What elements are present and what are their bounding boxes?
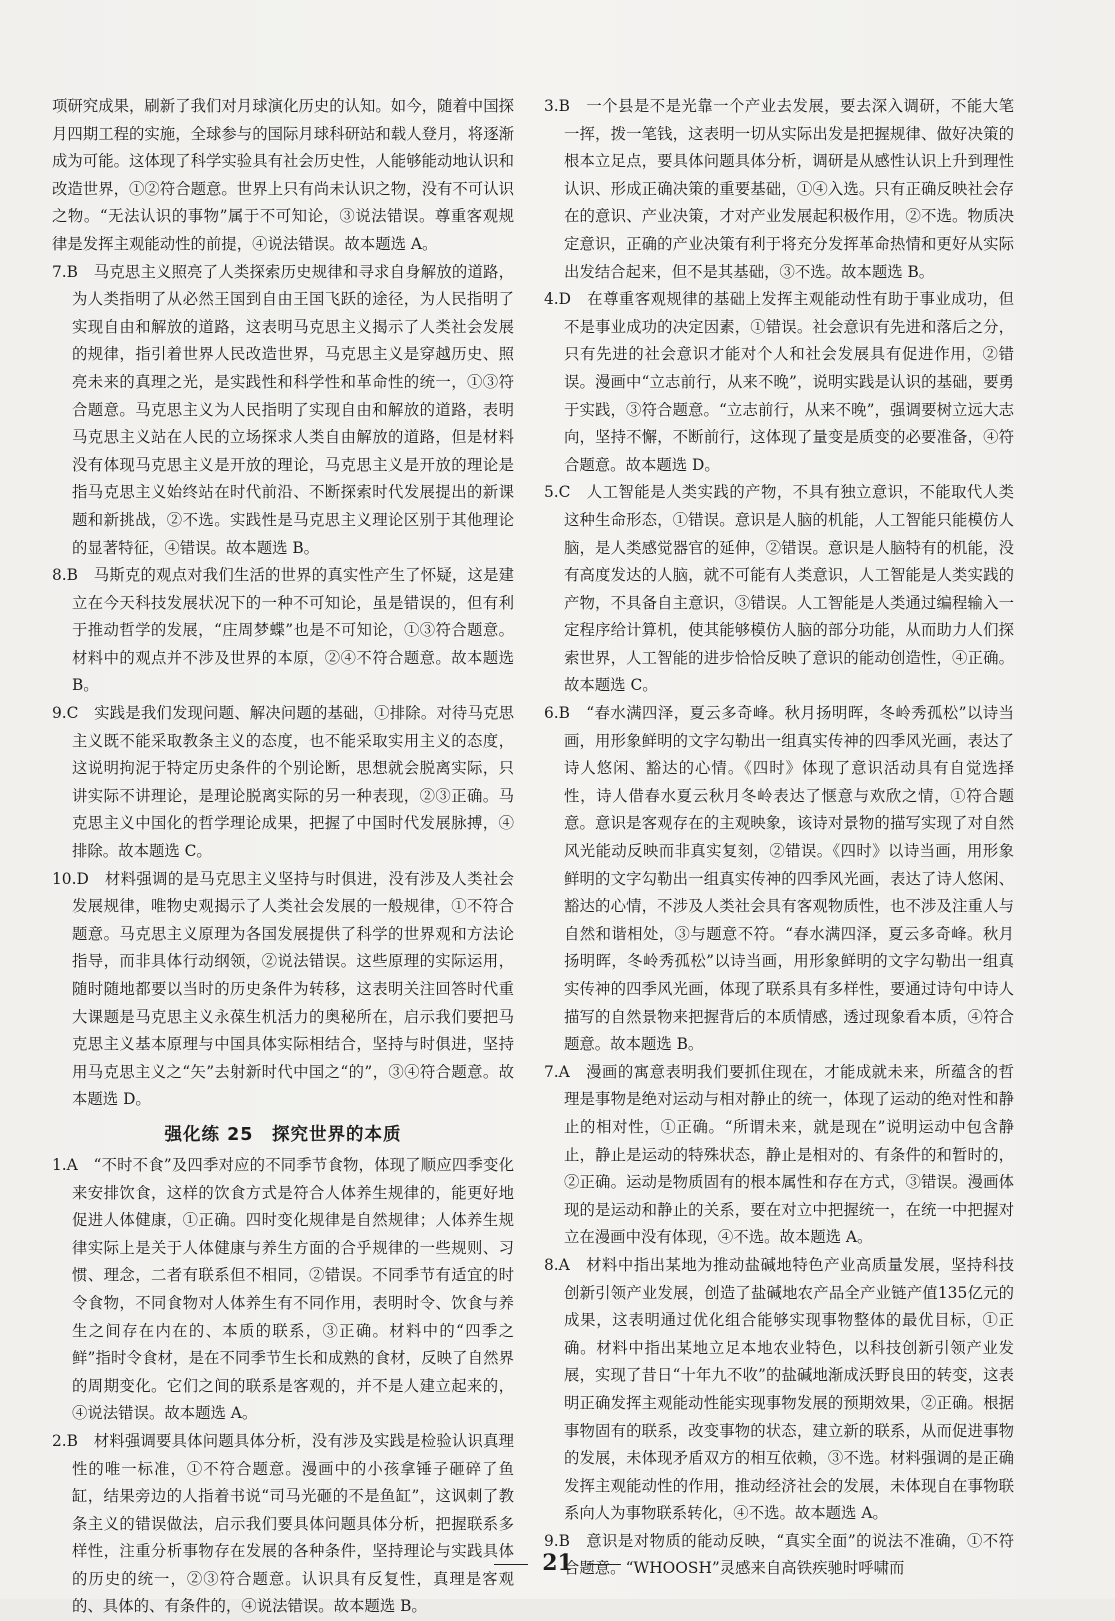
answer-paragraph: 7.B 马克思主义照亮了人类探索历史规律和寻求自身解放的道路，为人类指明了从必然王国到自由王国飞跃的途径，为人民指明了实现自由和解放的道路，这表明马克思主义揭示了人类社会发展的规律，指引着世界人民改造世界，马克思主义是穿越历史、照亮未来的真理之光，是实践性和科学性和革命性的统一，①③符合题意。马克思主义为人民指明了实现自由和解放的道路，表明马克思主义站在人民的立场探求人类自由解放的道路，但是材料没有体现马克思主义是开放的理论，马克思主义是开放的理论是指马克思主义始终站在时代前沿、不断探索时代发展提出的新课题和新挑战，②不选。实践性是马克思主义理论区别于其他理论的显著特征，④错误。故本题选 B。 [52, 262, 514, 557]
answer-paragraph: 7.A 漫画的寓意表明我们要抓住现在，才能成就未来，所蕴含的哲理是事物是绝对运动与相对静止的统一，体现了运动的绝对性和静止的相对性，①正确。“所谓未来，就是现在”说明运动中包含静止，静止是运动的特殊状态，静止是相对的、有条件的和暂时的，②正确。运动是物质固有的根本属性和存在方式，③错误。漫画体现的是运动和静止的关系，要在对立中把握统一，在统一中把握对立在漫画中没有体现，④不选。故本题选 A。 [544, 1062, 1014, 1247]
answer-paragraph: 5.C 人工智能是人类实践的产物，不具有独立意识，不能取代人类这种生命形态，①错误。意识是人脑的机能，人工智能只能模仿人脑，是人类感觉器官的延伸，②错误。意识是人脑特有的机能，没有高度发达的人脑，就不可能有人类意识，人工智能是人类实践的产物，不具备自主意识，③错误。人工智能是人类通过编程输入一定程序给计算机，使其能够模仿人脑的部分功能，从而助力人们探索世界，人工智能的进步恰恰反映了意识的能动创造性，④正确。故本题选 C。 [544, 483, 1014, 695]
left-column [52, 93, 514, 1621]
answer-paragraph: 6.B “春水满四泽，夏云多奇峰。秋月扬明晖，冬岭秀孤松”以诗当画，用形象鲜明的文字勾勒出一组真实传神的四季风光画，表达了诗人悠闲、豁达的心情。《四时》体现了意识活动具有自觉选择性，诗人借春水夏云秋月冬岭表达了惬意与欢欣之情，①符合题意。意识是客观存在的主观映象，该诗对景物的描写实现了对自然风光能动反映而非真实复刻，②错误。《四时》以诗当画，用形象鲜明的文字勾勒出一组真实传神的四季风光画，表达了诗人悠闲、豁达的心情，不涉及人类社会具有客观物质性，也不涉及注重人与自然和谐相处，③与题意不符。“春水满四泽，夏云多奇峰。秋月扬明晖，冬岭秀孤松”以诗当画，用形象鲜明的文字勾勒出一组真实传神的四季风光画，体现了联系具有多样性，要通过诗句中诗人描写的自然景物来把握背后的本质情感，透过现象看本质，④符合题意。故本题选 B。 [544, 704, 1014, 1054]
answer-paragraph: 1.A “不时不食”及四季对应的不同季节食物，体现了顺应四季变化来安排饮食，这样的饮食方式是符合人体养生规律的，能更好地促进人体健康，①正确。四时变化规律是自然规律；人体养生规律实际上是关于人体健康与养生方面的合乎规律的一些规则、习惯、理念，二者有联系但不相同，②错误。不同季节有适宜的时令食物，不同食物对人体养生有不同作用，表明时令、饮食与养生之间存在内在的、本质的联系，③正确。材料中的“四季之鲜”指时令食材，是在不同季节生长和成熟的食材，反映了自然界的周期变化。它们之间的联系是客观的，并不是人建立起来的，④说法错误。故本题选 A。 [52, 1155, 514, 1423]
right-column [544, 93, 1014, 1583]
footer-dash-left [494, 1564, 528, 1565]
answer-paragraph: 9.B 意识是对物质的能动反映，“真实全面”的说法不准确，①不符合题意。“WHOOSH”灵感来自高铁疾驰时呼啸而 [544, 1531, 1014, 1578]
page-number: 21 [542, 1550, 573, 1576]
answer-paragraph: 9.C 实践是我们发现问题、解决问题的基础，①排除。对待马克思主义既不能采取教条主义的态度，也不能采取实用主义的态度，这说明拘泥于特定历史条件的个别论断，思想就会脱离实际，只讲实际不讲理论，是理论脱离实际的另一种表现，②③正确。马克思主义中国化的哲学理论成果，把握了中国时代发展脉搏，④排除。故本题选 C。 [52, 704, 514, 861]
answer-paragraph: 8.A 材料中指出某地为推动盐碱地特色产业高质量发展，坚持科技创新引领产业发展，创造了盐碱地农产品全产业链产值135亿元的成果，这表明通过优化组合能够实现事物整体的最优目标，①正确。材料中指出某地立足本地农业特色，以科技创新引领产业发展，实现了昔日“十年九不收”的盐碱地渐成沃野良田的转变，这表明正确发挥主观能动性能实现事物发展的预期效果，②正确。根据事物固有的联系，改变事物的状态，建立新的联系，从而促进事物的发展，未体现矛盾双方的相互依赖，③不选。材料强调的是正确发挥主观能动性的作用，推动经济社会的发展，未体现自在事物联系向人为事物联系转化，④不选。故本题选 A。 [544, 1255, 1014, 1523]
answer-paragraph: 10.D 材料强调的是马克思主义坚持与时俱进，没有涉及人类社会发展规律，唯物史观揭示了人类社会发展的一般规律，①不符合题意。马克思主义原理为各国发展提供了科学的世界观和方法论指导，而非具体行动纲领，②说法错误。这些原理的实际运用，随时随地都要以当时的历史条件为转移，这表明关注回答时代重大课题是马克思主义永葆生机活力的奥秘所在，启示我们要把马克思主义基本原理与中国具体实际相结合，坚持与时俱进，坚持用马克思主义之“矢”去射新时代中国之“的”，③④符合题意。故本题选 D。 [52, 869, 514, 1109]
answer-paragraph: 2.B 材料强调要具体问题具体分析，没有涉及实践是检验认识真理性的唯一标准，①不符合题意。漫画中的小孩拿锤子砸碎了鱼缸，结果旁边的人指着书说“司马光砸的不是鱼缸”，这讽刺了教条主义的错误做法，启示我们要具体问题具体分析，把握联系多样性，注重分析事物存在发展的各种条件，坚持理论与实践具体的历史的统一，②③符合题意。认识具有反复性，真理是客观的、具体的、有条件的，④说法错误。故本题选 B。 [52, 1431, 514, 1616]
answer-paragraph: 3.B 一个县是不是光靠一个产业去发展，要去深入调研，不能大笔一挥，拨一笔钱，这表明一切从实际出发是把握规律、做好决策的根本立足点，要具体问题具体分析，调研是从感性认识上升到理性认识、形成正确决策的重要基础，①④入选。只有正确反映社会存在的意识、产业决策，才对产业发展起积极作用，②不选。物质决定意识，正确的产业决策有利于将充分发挥革命热情和更好从实际出发结合起来，但不是其基础，③不选。故本题选 B。 [544, 97, 1014, 281]
page-footer [0, 1550, 1115, 1576]
answer-paragraph: 项研究成果，刷新了我们对月球演化历史的认知。如今，随着中国探月四期工程的实施，全球参与的国际月球科研站和载人登月，将逐渐成为可能。这体现了科学实验具有社会历史性，人能够能动地认识和改造世界，①②符合题意。世界上只有尚未认识之物，没有不可认识之物。“无法认识的事物”属于不可知论，③说法错误。尊重客观规律是发挥主观能动性的前提，④说法错误。故本题选 A。 [52, 97, 514, 253]
answer-paragraph: 8.B 马斯克的观点对我们生活的世界的真实性产生了怀疑，这是建立在今天科技发展状况下的一种不可知论，虽是错误的，但有利于推动哲学的发展，“庄周梦蝶”也是不可知论，①③符合题意。材料中的观点并不涉及世界的本原，②④不符合题意。故本题选 B。 [52, 566, 514, 695]
section-title: 强化练 25 探究世界的本质 [164, 1124, 402, 1145]
footer-dash-right [587, 1564, 621, 1565]
answer-paragraph: 4.D 在尊重客观规律的基础上发挥主观能动性有助于事业成功，但不是事业成功的决定因素，①错误。社会意识有先进和落后之分，只有先进的社会意识才能对个人和社会发展具有促进作用，②错误。漫画中“立志前行，从来不晚”，说明实践是认识的基础，要勇于实践，③符合题意。“立志前行，从来不晚”，强调要树立远大志向，坚持不懈，不断前行，这体现了量变是质变的必要准备，④符合题意。故本题选 D。 [544, 290, 1014, 474]
